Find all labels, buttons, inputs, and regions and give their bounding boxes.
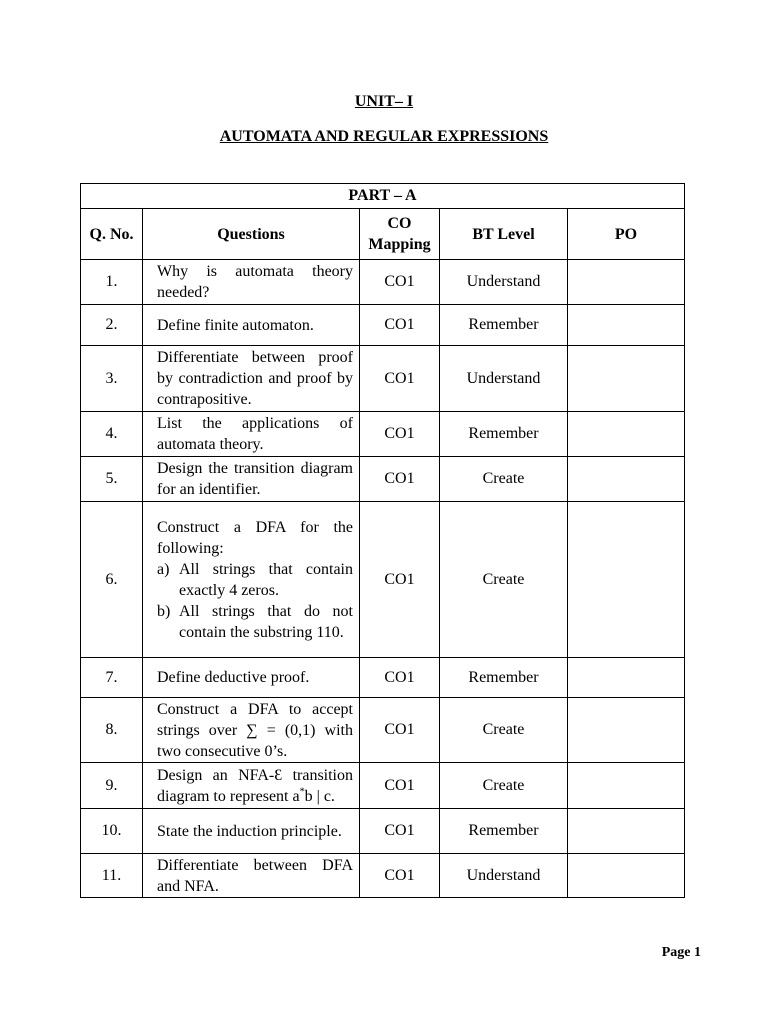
co-mapping: CO1: [360, 346, 440, 412]
table-row: [81, 658, 685, 698]
question-number: 4.: [81, 412, 143, 457]
bt-level: Create: [440, 502, 568, 658]
header-row: [81, 209, 685, 260]
question-text: [143, 763, 360, 809]
po-cell: [568, 763, 685, 809]
unit-title: UNIT– I: [354, 93, 414, 110]
bt-level: Understand: [440, 346, 568, 412]
header-questions: Questions: [143, 209, 360, 260]
table-row: [81, 305, 685, 346]
sub-question: [157, 559, 353, 601]
bt-level: Understand: [440, 260, 568, 305]
po-cell: [568, 809, 685, 854]
co-mapping: CO1: [360, 854, 440, 898]
sub-question-marker: b): [157, 602, 171, 620]
po-cell: [568, 854, 685, 898]
question-intro: Construct a DFA for the following:: [157, 518, 353, 557]
question-number: 2.: [81, 305, 143, 346]
po-cell: [568, 658, 685, 698]
po-cell: [568, 412, 685, 457]
co-mapping: CO1: [360, 260, 440, 305]
question-text: Define finite automaton.: [143, 305, 360, 346]
question-number: 9.: [81, 763, 143, 809]
question-number: 7.: [81, 658, 143, 698]
table-row: [81, 346, 685, 412]
header-po: PO: [568, 209, 685, 260]
co-mapping: CO1: [360, 412, 440, 457]
question-number: 3.: [81, 346, 143, 412]
question-text: Differentiate between proof by contradiction and proof by contrapositive.: [143, 346, 360, 412]
question-number: 5.: [81, 457, 143, 502]
question-text: Construct a DFA to accept strings over ∑ = (0,1) with two consecutive 0’s.: [143, 698, 360, 763]
header-bt-level: BT Level: [440, 209, 568, 260]
bt-level: Create: [440, 763, 568, 809]
bt-level: Create: [440, 698, 568, 763]
question-number: 1.: [81, 260, 143, 305]
po-cell: [568, 698, 685, 763]
po-cell: [568, 305, 685, 346]
questions-table: [80, 183, 685, 898]
bt-level: Remember: [440, 412, 568, 457]
po-cell: [568, 260, 685, 305]
bt-level: Remember: [440, 305, 568, 346]
sub-question-text: All strings that contain exactly 4 zeros.: [179, 560, 353, 599]
table-row: [81, 854, 685, 898]
bt-level: Understand: [440, 854, 568, 898]
question-number: 8.: [81, 698, 143, 763]
superscript-star: *: [299, 786, 305, 798]
question-number: 11.: [81, 854, 143, 898]
co-mapping: CO1: [360, 457, 440, 502]
page-number: Page 1: [661, 945, 701, 960]
table-row: [81, 763, 685, 809]
header-co-line2: Mapping: [368, 236, 431, 253]
question-text: [143, 502, 360, 658]
po-cell: [568, 457, 685, 502]
question-text: Design the transition diagram for an identifier.: [143, 457, 360, 502]
question-text-prefix: Design an NFA-Ɛ transition diagram to represent a: [157, 766, 353, 805]
sub-question-text: All strings that do not contain the substring 110.: [179, 602, 353, 641]
table-row: [81, 502, 685, 658]
question-number: 10.: [81, 809, 143, 854]
table-row: [81, 809, 685, 854]
header-co-mapping: [360, 209, 440, 260]
question-text: Define deductive proof.: [143, 658, 360, 698]
question-text-suffix: b | c.: [304, 787, 335, 805]
part-row: [81, 184, 685, 209]
table-row: [81, 412, 685, 457]
po-cell: [568, 502, 685, 658]
question-text: Differentiate between DFA and NFA.: [143, 854, 360, 898]
co-mapping: CO1: [360, 698, 440, 763]
bt-level: Remember: [440, 809, 568, 854]
bt-level: Remember: [440, 658, 568, 698]
question-text: List the applications of automata theory.: [143, 412, 360, 457]
table-row: [81, 260, 685, 305]
header-qno: Q. No.: [81, 209, 143, 260]
header-co-line1: CO: [387, 215, 412, 232]
sub-question: [157, 601, 353, 643]
question-text: State the induction principle.: [143, 809, 360, 854]
table-row: [81, 457, 685, 502]
question-text: Why is automata theory needed?: [143, 260, 360, 305]
sub-question-marker: a): [157, 560, 170, 578]
sub-question-list: [157, 559, 353, 643]
part-heading: PART – A: [81, 184, 685, 209]
co-mapping: CO1: [360, 502, 440, 658]
subject-title: AUTOMATA AND REGULAR EXPRESSIONS: [219, 128, 549, 145]
co-mapping: CO1: [360, 658, 440, 698]
co-mapping: CO1: [360, 809, 440, 854]
table-row: [81, 698, 685, 763]
co-mapping: CO1: [360, 305, 440, 346]
question-number: 6.: [81, 502, 143, 658]
bt-level: Create: [440, 457, 568, 502]
po-cell: [568, 346, 685, 412]
co-mapping: CO1: [360, 763, 440, 809]
